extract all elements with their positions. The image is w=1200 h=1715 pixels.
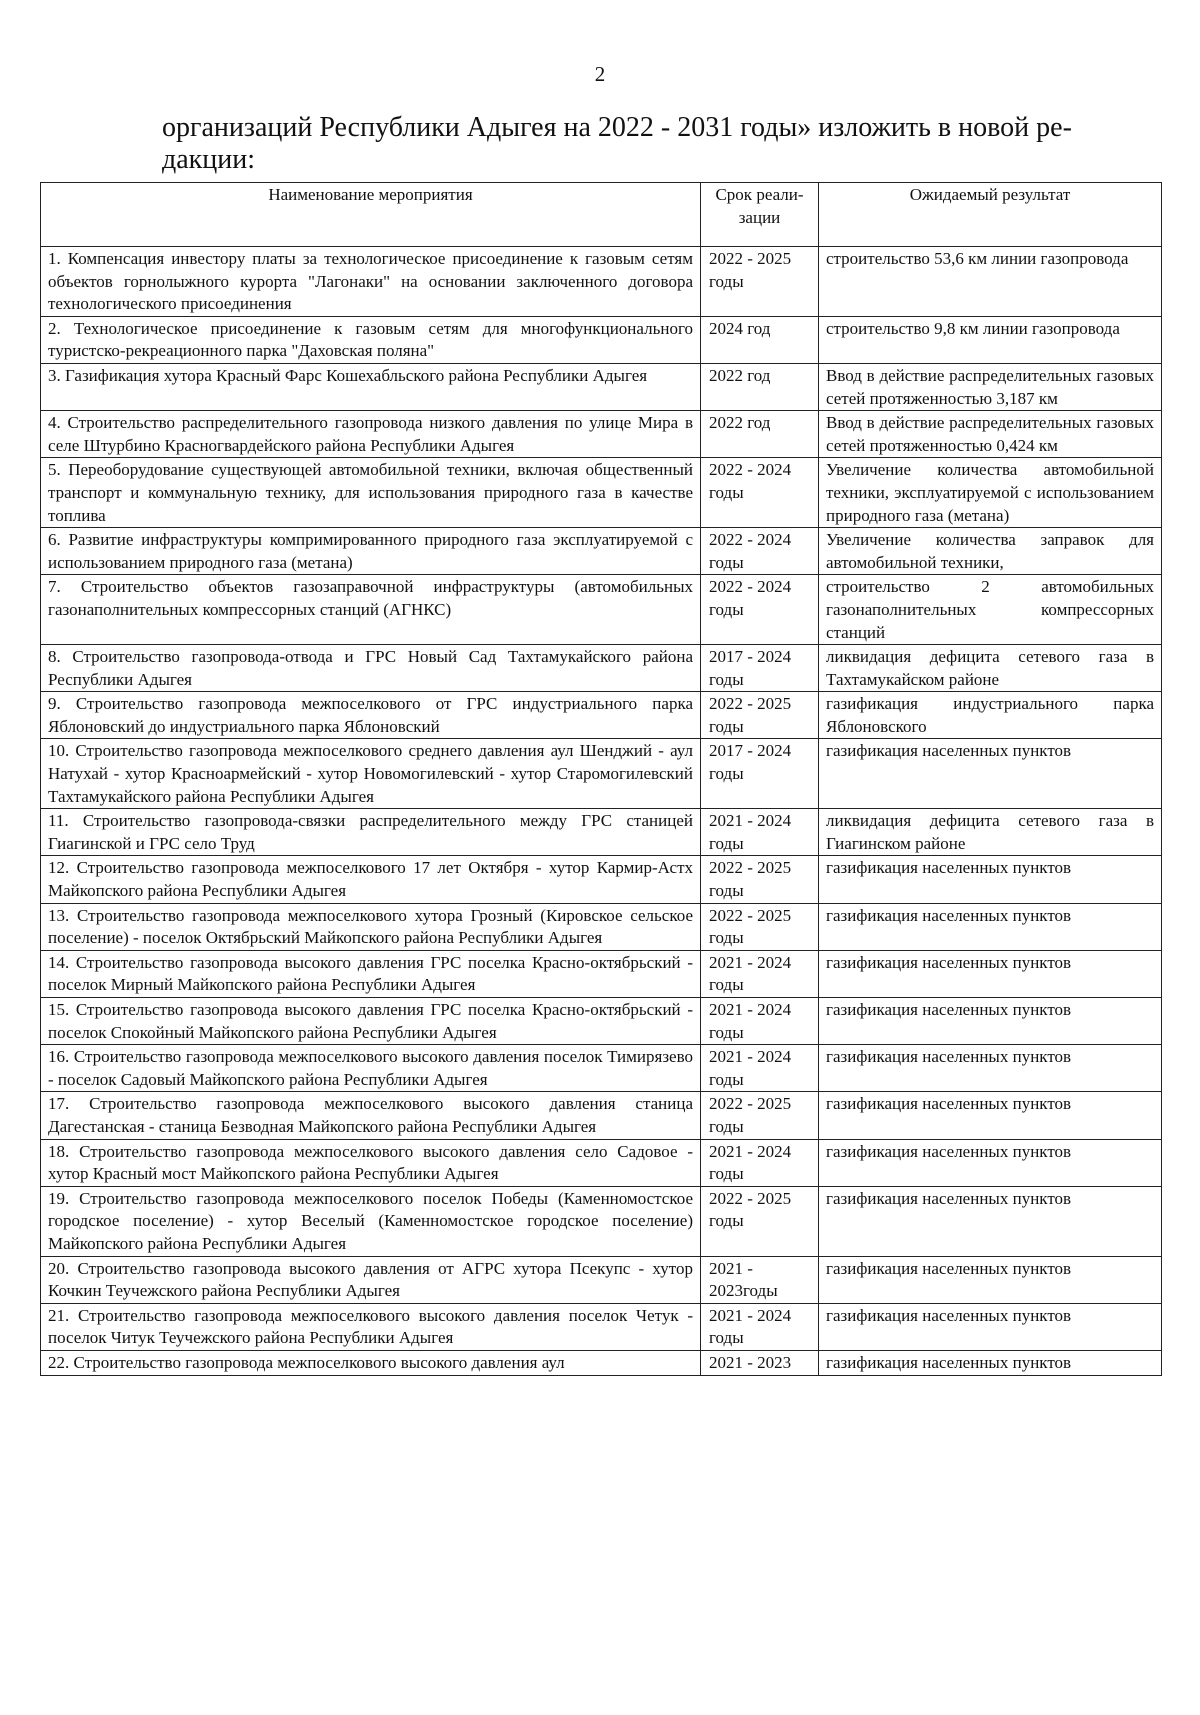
term-years: 2017 - 2024 [709,647,792,667]
measure-name-cell: 10. Строительство газопровода межпоселкового среднего давления аул Шенджий - аул Натухай - хутор Красноармейский - хутор Новомогилевский - хутор Старомогилевский Тахтамукайского района Республики Адыгея [41,739,701,809]
column-header-term: Срок реали- зации [701,183,819,247]
term-cell [701,247,819,317]
term-unit: годы [709,482,744,502]
table-row [41,856,1162,903]
expected-result-cell: Ввод в действие распределительных газовых сетей протяженностью 0,424 км [819,411,1162,458]
measure-name-cell: 19. Строительство газопровода межпоселкового поселок Победы (Каменномостское городское поселение) - хутор Веселый (Каменномостское городское поселение) Майкопского района Республики Адыгея [41,1186,701,1256]
table-row [41,903,1162,950]
term-unit: годы [709,1022,744,1042]
measure-name-cell: 6. Развитие инфраструктуры компримированного природного газа эксплуатируемой с использованием природного газа (метана) [41,528,701,575]
expected-result-cell: Ввод в действие распределительных газовых сетей протяженностью 3,187 км [819,363,1162,410]
table-header-row [41,183,1162,247]
term-cell [701,856,819,903]
term-cell [701,692,819,739]
term-years: 2022 - 2025 [709,249,792,268]
table-row [41,1186,1162,1256]
term-unit: годы [709,1328,744,1348]
term-cell [701,1186,819,1256]
expected-result-cell: Увеличение количества заправок для автомобильной техники, [819,528,1162,575]
table-row [41,363,1162,410]
measure-name-cell: 3. Газификация хутора Красный Фарс Кошехабльского района Республики Адыгея [41,363,701,410]
term-years: 2021 - 2024 [709,1000,792,1019]
term-cell [701,363,819,410]
table-row [41,1350,1162,1375]
term-years: 2021 - 2024 [709,1305,792,1325]
table-row [41,458,1162,528]
expected-result-cell: газификация населенных пунктов [819,1186,1162,1256]
term-unit: годы [709,1211,744,1231]
term-unit: годы [709,764,744,784]
table-row [41,1045,1162,1092]
measure-name-cell: 1. Компенсация инвестору платы за технологическое присоединение к газовым сетям объектов горнолыжного курорта "Лагонаки" на основании заключенного договора технологического присоединения [41,247,701,317]
table-row [41,316,1162,363]
measure-name-cell: 15. Строительство газопровода высокого давления ГРС поселка Красно-октябрьский - поселок Спокойный Майкопского района Республики Адыгея [41,998,701,1045]
term-years: 2017 - 2024 [709,741,792,761]
table-row [41,247,1162,317]
page-number: 2 [594,62,606,86]
term-cell [701,458,819,528]
term-years: 2021 - 2024 [709,1047,792,1067]
term-unit: годы [709,928,744,948]
expected-result-cell: газификация населенных пунктов [819,1303,1162,1350]
term-years: 2022 - 2025 [709,858,792,878]
term-unit: годы [709,271,744,291]
table-row [41,809,1162,856]
table-row [41,645,1162,692]
measure-name-cell: 4. Строительство распределительного газопровода низкого давления по улице Мира в селе Штурбино Красногвардейского района Республики Адыгея [41,411,701,458]
table-row [41,1092,1162,1139]
measure-name-cell: 9. Строительство газопровода межпоселкового от ГРС индустриального парка Яблоновский до индустриального парка Яблоновский [41,692,701,739]
measure-name-cell: 21. Строительство газопровода межпоселкового высокого давления поселок Четук - поселок Читук Теучежского района Республики Адыгея [41,1303,701,1350]
expected-result-cell: ликвидация дефицита сетевого газа в Тахтамукайском районе [819,645,1162,692]
term-years: 2022 год [709,365,771,385]
term-cell [701,528,819,575]
table-row [41,575,1162,645]
expected-result-cell: газификация населенных пунктов [819,1092,1162,1139]
term-unit: годы [709,881,744,901]
term-years: 2022 - 2025 [709,1188,792,1208]
term-cell [701,950,819,997]
term-cell [701,1092,819,1139]
term-cell [701,809,819,856]
term-years: 2021 - 2024 [709,952,792,972]
term-cell [701,903,819,950]
measure-name-cell: 7. Строительство объектов газозаправочной инфраструктуры (автомобильных газонаполнительных компрессорных станций (АГНКС) [41,575,701,645]
table-row [41,739,1162,809]
measure-name-cell: 2. Технологическое присоединение к газовым сетям для многофункционального туристско-рекреационного парка "Даховская поляна" [41,316,701,363]
column-header-name: Наименование мероприятия [41,183,701,247]
term-years: 2022 год [709,413,771,433]
term-cell [701,739,819,809]
table-row [41,411,1162,458]
term-cell [701,998,819,1045]
term-unit: годы [709,975,744,995]
term-unit: годы [709,833,744,853]
term-years: 2022 - 2024 [709,530,792,550]
term-years: 2022 - 2025 [709,694,792,714]
expected-result-cell: газификация населенных пунктов [819,1350,1162,1375]
expected-result-cell: газификация населенных пунктов [819,1256,1162,1303]
measure-name-cell: 17. Строительство газопровода межпоселкового высокого давления станица Дагестанская - станица Безводная Майкопского района Республики Адыгея [41,1092,701,1139]
term-unit: годы [709,552,744,572]
measure-name-cell: 22. Строительство газопровода межпоселкового высокого давления аул [41,1350,701,1375]
term-years: 2021 - [709,1258,753,1278]
term-cell [701,645,819,692]
column-header-result: Ожидаемый результат [819,183,1162,247]
term-years: 2021 - 2023 [709,1352,792,1372]
term-cell [701,1139,819,1186]
measure-name-cell: 18. Строительство газопровода межпоселкового высокого давления село Садовое - хутор Красный мост Майкопского района Республики Адыгея [41,1139,701,1186]
term-years: 2024 год [709,318,771,338]
term-years: 2021 - 2024 [709,1141,792,1161]
table-row [41,1139,1162,1186]
term-unit: годы [709,599,744,619]
term-unit: годы [709,1164,744,1184]
term-cell [701,1350,819,1375]
measure-name-cell: 14. Строительство газопровода высокого давления ГРС поселка Красно-октябрьский - поселок Мирный Майкопского района Республики Адыгея [41,950,701,997]
expected-result-cell: строительство 2 автомобильных газонаполнительных компрессорных станций [819,575,1162,645]
term-cell [701,575,819,645]
term-years: 2022 - 2025 [709,1094,792,1114]
term-unit: годы [709,669,744,689]
term-cell [701,1045,819,1092]
term-cell [701,316,819,363]
term-years: 2021 - 2024 [709,811,792,831]
expected-result-cell: газификация населенных пунктов [819,1045,1162,1092]
term-years: 2022 - 2024 [709,577,792,597]
table-row [41,528,1162,575]
expected-result-cell: газификация населенных пунктов [819,903,1162,950]
measure-name-cell: 8. Строительство газопровода-отвода и ГРС Новый Сад Тахтамукайского района Республики Адыгея [41,645,701,692]
measure-name-cell: 11. Строительство газопровода-связки распределительного между ГРС станицей Гиагинской и ГРС село Труд [41,809,701,856]
table-row [41,1303,1162,1350]
table-row [41,1256,1162,1303]
term-years: 2022 - 2024 [709,460,792,480]
term-unit: 2023годы [709,1281,778,1301]
intro-text: организаций Республики Адыгея на 2022 - 2031 годы» изложить в новой ре- дакции: [162,112,1072,175]
expected-result-cell: газификация населенных пунктов [819,856,1162,903]
expected-result-cell: газификация населенных пунктов [819,950,1162,997]
expected-result-cell: газификация индустриального парка Яблоновского [819,692,1162,739]
term-cell [701,1256,819,1303]
measure-name-cell: 13. Строительство газопровода межпоселкового хутора Грозный (Кировское сельское поселение) - поселок Октябрьский Майкопского района Республики Адыгея [41,903,701,950]
measures-table [40,182,1162,1376]
expected-result-cell: ликвидация дефицита сетевого газа в Гиагинском районе [819,809,1162,856]
measure-name-cell: 20. Строительство газопровода высокого давления от АГРС хутора Псекупс - хутор Кочкин Теучежского района Республики Адыгея [41,1256,701,1303]
expected-result-cell: Увеличение количества автомобильной техники, эксплуатируемой с использованием природного газа (метана) [819,458,1162,528]
table-row [41,692,1162,739]
table-row [41,950,1162,997]
expected-result-cell: газификация населенных пунктов [819,998,1162,1045]
expected-result-cell: газификация населенных пунктов [819,1139,1162,1186]
term-unit: годы [709,1069,744,1089]
term-cell [701,1303,819,1350]
term-years: 2022 - 2025 [709,905,792,925]
expected-result-cell: строительство 9,8 км линии газопровода [819,316,1162,363]
measure-name-cell: 12. Строительство газопровода межпоселкового 17 лет Октября - хутор Кармир-Астх Майкопского района Республики Адыгея [41,856,701,903]
measure-name-cell: 5. Переоборудование существующей автомобильной техники, включая общественный транспорт и коммунальную технику, для использования природного газа в качестве топлива [41,458,701,528]
measure-name-cell: 16. Строительство газопровода межпоселкового высокого давления поселок Тимирязево - поселок Садовый Майкопского района Республики Адыгея [41,1045,701,1092]
expected-result-cell: газификация населенных пунктов [819,739,1162,809]
term-cell [701,411,819,458]
expected-result-cell: строительство 53,6 км линии газопровода [819,247,1162,317]
term-unit: годы [709,716,744,736]
term-unit: годы [709,1116,744,1136]
table-row [41,998,1162,1045]
